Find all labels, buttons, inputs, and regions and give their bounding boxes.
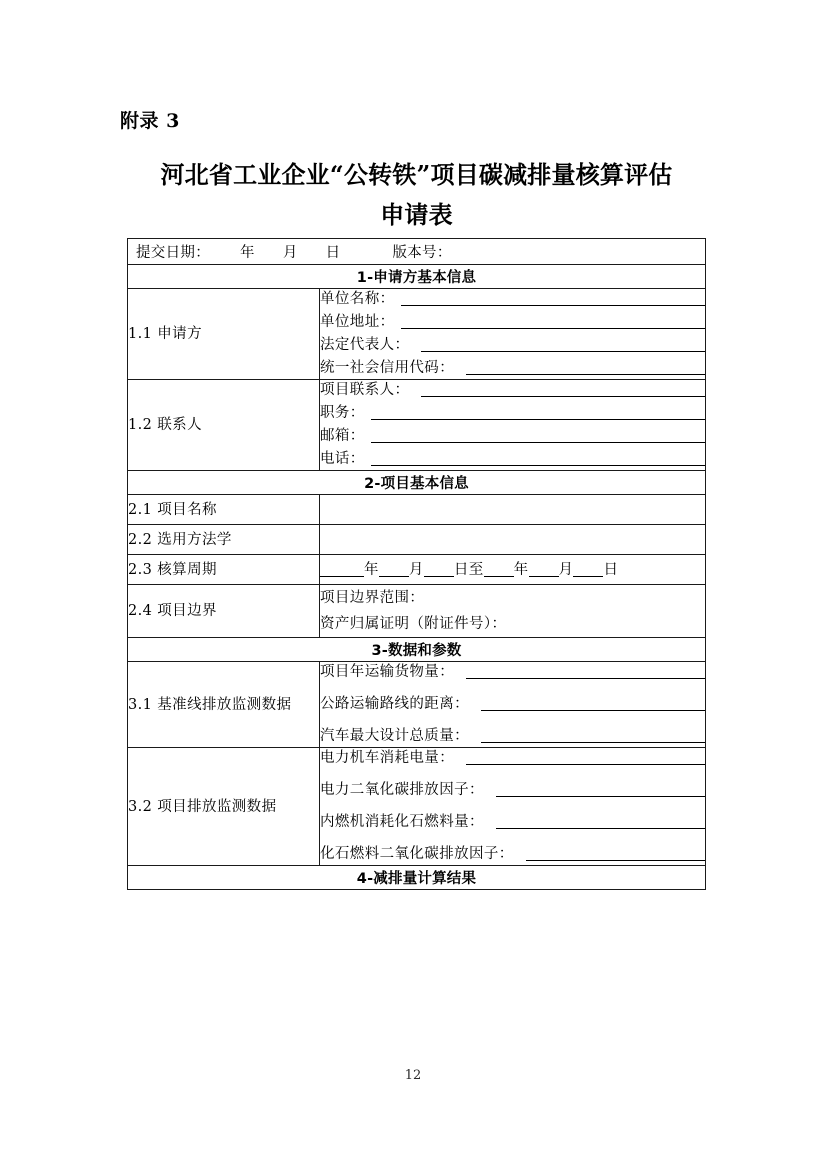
row-label-2-2: 2.2 选用方法学 [128, 525, 320, 555]
field-label: 单位地址： [320, 314, 395, 330]
asset-ownership-proof-line: 资产归属证明（附证件号）： [320, 616, 507, 632]
project-boundary-scope-line: 项目边界范围： [320, 590, 425, 606]
date-unit-day-end: 日 [603, 561, 619, 578]
page-title-line-1: 河北省工业企业“公转铁”项目碳减排量核算评估 [160, 160, 673, 189]
submit-date-cell [128, 239, 706, 265]
row-value-3-2 [320, 748, 706, 866]
field-vehicle-max-design-mass[interactable] [320, 726, 705, 747]
row-label-2-4: 2.4 项目边界 [128, 585, 320, 638]
blank-start-day[interactable] [424, 576, 454, 577]
field-blank-line[interactable] [526, 860, 705, 861]
table-row-2-3-accounting-period [128, 555, 706, 585]
row-value-2-2[interactable] [320, 525, 706, 555]
row-label-1-1: 1.1 申请方 [128, 289, 320, 380]
field-unified-social-credit-code[interactable] [320, 358, 705, 379]
row-label-1-2: 1.2 联系人 [128, 380, 320, 471]
field-company-name[interactable] [320, 289, 705, 310]
field-label: 电力二氧化碳排放因子： [320, 782, 484, 798]
row-label-3-1: 3.1 基准线排放监测数据 [128, 662, 320, 748]
table-row-section-3-header [128, 638, 706, 662]
field-electricity-co2-emission-factor[interactable] [320, 780, 705, 801]
date-unit-day: 日 [453, 561, 469, 578]
field-annual-freight-volume[interactable] [320, 662, 705, 683]
field-blank-line[interactable] [466, 764, 705, 765]
field-label: 邮箱： [320, 428, 365, 444]
page-number: 12 [404, 1068, 422, 1083]
field-road-transport-distance[interactable] [320, 694, 705, 715]
table-row-section-1-header [128, 265, 706, 289]
row-value-1-1 [320, 289, 706, 380]
field-job-title[interactable] [320, 403, 705, 424]
field-label: 项目联系人： [320, 382, 410, 398]
section-header-emission-reduction-results: 4-减排量计算结果 [128, 866, 706, 890]
field-email[interactable] [320, 426, 705, 447]
table-row-2-2-methodology [128, 525, 706, 555]
field-label: 单位名称： [320, 291, 395, 307]
row-value-1-2 [320, 380, 706, 471]
date-unit-month: 月 [408, 561, 424, 578]
submit-date-month[interactable]: 月 [282, 245, 298, 261]
row-label-2-3: 2.3 核算周期 [128, 555, 320, 585]
field-phone[interactable] [320, 449, 705, 470]
field-label: 内燃机消耗化石燃料量： [320, 814, 484, 830]
field-label: 化石燃料二氧化碳排放因子： [320, 846, 514, 862]
field-blank-line[interactable] [371, 419, 705, 420]
field-label: 法定代表人： [320, 337, 410, 353]
field-blank-line[interactable] [401, 305, 706, 306]
field-company-address[interactable] [320, 312, 705, 333]
table-row-section-4-header [128, 866, 706, 890]
table-row-2-4-project-boundary [128, 585, 706, 638]
field-project-contact-person[interactable] [320, 380, 705, 401]
date-unit-month-end: 月 [558, 561, 574, 578]
field-blank-line[interactable] [371, 442, 705, 443]
field-label: 公路运输路线的距离： [320, 696, 469, 712]
table-row-section-2-header [128, 471, 706, 495]
field-blank-line[interactable] [496, 828, 705, 829]
table-row-3-2-project-emission-data [128, 748, 706, 866]
row-value-2-1[interactable] [320, 495, 706, 525]
field-blank-line[interactable] [421, 351, 705, 352]
section-header-project-info: 2-项目基本信息 [128, 471, 706, 495]
field-fossil-fuel-co2-emission-factor[interactable] [320, 844, 705, 865]
submit-date-line [136, 241, 697, 262]
blank-start-month[interactable] [379, 576, 409, 577]
blank-end-month[interactable] [529, 576, 559, 577]
section-header-data-parameters: 3-数据和参数 [128, 638, 706, 662]
row-label-2-1: 2.1 项目名称 [128, 495, 320, 525]
page-title [127, 155, 706, 235]
table-row-2-1-project-name [128, 495, 706, 525]
field-label: 统一社会信用代码： [320, 360, 455, 376]
field-legal-representative[interactable] [320, 335, 705, 356]
application-form-table [127, 238, 706, 890]
field-label: 项目年运输货物量： [320, 664, 455, 680]
date-unit-year: 年 [364, 561, 379, 578]
table-row-1-1-applicant [128, 289, 706, 380]
field-blank-line[interactable] [481, 710, 705, 711]
blank-start-year[interactable] [320, 576, 364, 577]
section-header-applicant-info: 1-申请方基本信息 [128, 265, 706, 289]
row-label-3-2: 3.2 项目排放监测数据 [128, 748, 320, 866]
row-value-2-3[interactable] [320, 555, 706, 585]
field-blank-line[interactable] [421, 396, 705, 397]
table-row-1-2-contact [128, 380, 706, 471]
page-title-line-2: 申请表 [380, 200, 453, 229]
appendix-label: 附录 3 [120, 110, 180, 132]
field-blank-line[interactable] [466, 374, 705, 375]
accounting-period-date-range[interactable] [320, 562, 618, 578]
field-blank-line[interactable] [466, 678, 705, 679]
date-range-separator: 至 [468, 561, 484, 578]
date-unit-year-end: 年 [513, 561, 529, 578]
field-combustion-engine-fossil-fuel-consumption[interactable] [320, 812, 705, 833]
blank-end-year[interactable] [484, 576, 514, 577]
field-blank-line[interactable] [496, 796, 705, 797]
table-row-submit-date [128, 239, 706, 265]
blank-end-day[interactable] [573, 576, 603, 577]
submit-date-year[interactable]: 年 [240, 245, 255, 261]
row-value-2-4[interactable] [320, 585, 706, 638]
field-blank-line[interactable] [371, 465, 705, 466]
submit-date-label: 提交日期： [136, 245, 210, 261]
version-label[interactable]: 版本号： [392, 245, 452, 261]
field-label: 汽车最大设计总质量： [320, 728, 469, 744]
field-label: 职务： [320, 405, 365, 421]
field-label: 电力机车消耗电量： [320, 750, 455, 766]
field-label: 电话： [320, 451, 365, 467]
field-blank-line[interactable] [481, 742, 705, 743]
row-value-3-1 [320, 662, 706, 748]
field-blank-line[interactable] [401, 328, 706, 329]
table-row-3-1-baseline-data [128, 662, 706, 748]
field-electric-locomotive-power-consumption[interactable] [320, 748, 705, 769]
submit-date-day[interactable]: 日 [325, 245, 341, 261]
